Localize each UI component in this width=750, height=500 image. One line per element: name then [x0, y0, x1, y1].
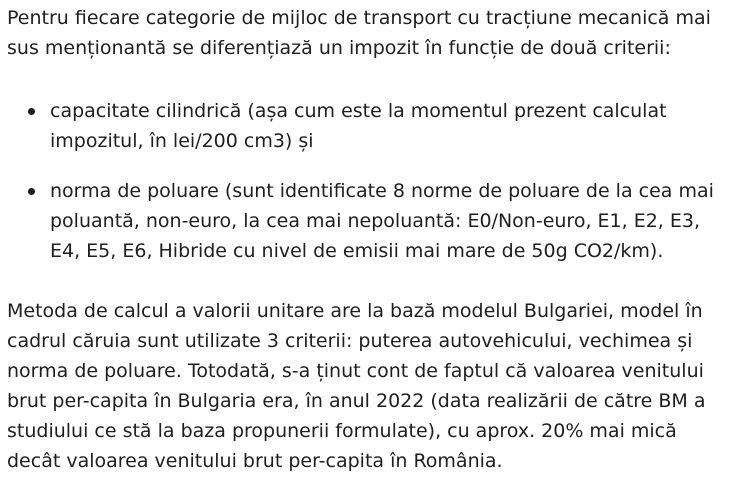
text-line: poluantă, non-euro, la cea mai nepoluantă: E0/Non-euro, E1, E2, E3,: [50, 210, 700, 232]
text-line: cadrul căruia sunt utilizate 3 criterii: puterea autovehicului, vechimea și: [7, 330, 693, 352]
text-line: capacitate cilindrică (așa cum este la momentul prezent calculat: [50, 100, 667, 122]
text-line: decât valoarea venitului brut per-capita în România.: [7, 450, 503, 472]
text-line: Metoda de calcul a valorii unitare are la bază modelul Bulgariei, model în: [7, 300, 703, 322]
bullet-icon: [28, 188, 35, 195]
text-line: sus menționantă se diferențiază un impozit în funcție de două criterii:: [7, 37, 671, 59]
text-line: Pentru fiecare categorie de mijloc de transport cu tracțiune mecanică mai: [7, 7, 711, 29]
text-line: E4, E5, E6, Hibride cu nivel de emisii mai mare de 50g CO2/km).: [50, 240, 664, 262]
text-line: brut per-capita în Bulgaria era, în anul 2022 (data realizării de către BM a: [7, 390, 706, 412]
text-line: impozitul, în lei/200 cm3) și: [50, 130, 314, 152]
bullet-icon: [28, 108, 35, 115]
list-item-pollution-norm: [7, 176, 714, 266]
text-line: studiului ce stă la baza propunerii formulate), cu aprox. 20% mai mică: [7, 420, 677, 442]
criteria-list: [7, 96, 714, 286]
method-paragraph: [7, 296, 706, 476]
list-item-capacity: [7, 96, 714, 156]
text-line: norma de poluare. Totodată, s-a ținut cont de faptul că valoarea venitului: [7, 360, 704, 382]
text-line: norma de poluare (sunt identificate 8 norme de poluare de la cea mai: [50, 180, 714, 202]
intro-paragraph: [7, 3, 711, 63]
